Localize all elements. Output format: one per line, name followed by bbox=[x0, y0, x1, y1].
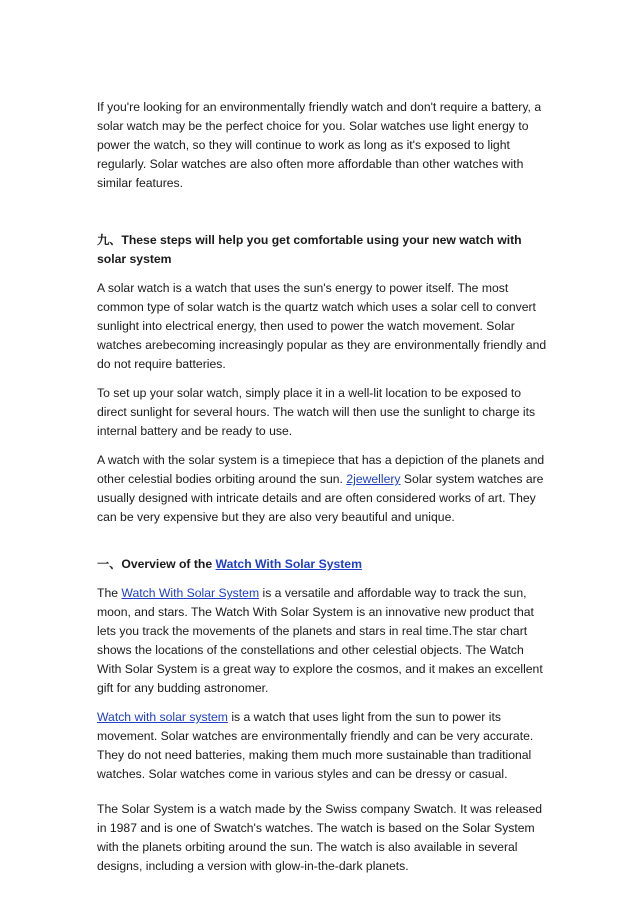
section2-p1-text-after: is a versatile and affordable way to track the sun, moon, and stars. The Watch With Solar System is an innovative new product that lets you track the movements of the planets and stars in real time.The star chart shows the locations of the constellations and other celestial objects. The Watch With Solar System is a great way to explore the cosmos, and it makes an excellent gift for any budding astronomer. bbox=[97, 586, 543, 695]
section1-paragraph-3 bbox=[97, 451, 547, 527]
section2-heading-link[interactable]: Watch With Solar System bbox=[215, 557, 362, 571]
section1-p3-text-before: A watch with the solar system is a timepiece that has a depiction of the planets and other celestial bodies orbiting around the sun. bbox=[97, 453, 545, 486]
intro-paragraph: If you're looking for an environmentally friendly watch and don't require a battery, a solar watch may be the perfect choice for you. Solar watches use light energy to power the watch, so they will continue to work as long as it's exposed to light regularly. Solar watches are also often more affordable than other watches with similar features. bbox=[97, 100, 542, 190]
section2-heading-text: Overview of the bbox=[121, 557, 216, 571]
section2-number: 一、 bbox=[97, 557, 122, 571]
section1-paragraph-1: A solar watch is a watch that uses the sun's energy to power itself. The most common type of solar watch is the quartz watch which uses a solar cell to convert sunlight into electrical energy, then used to power the watch movement. Solar watches arebecoming increasingly popular as they are environmentally friendly and do not require batteries. bbox=[97, 281, 547, 371]
section1-number: 九、 bbox=[97, 233, 122, 247]
section2-p1-text-before: The bbox=[97, 586, 122, 600]
section1-heading-text: These steps will help you get comfortable using your new watch with solar system bbox=[97, 233, 522, 266]
section1-paragraph-2: To set up your solar watch, simply place it in a well-lit location to be exposed to direct sunlight for several hours. The watch will then use the sunlight to charge its internal battery and be ready to use. bbox=[97, 386, 536, 438]
section2-heading bbox=[97, 555, 547, 574]
section2-paragraph-2 bbox=[97, 708, 547, 784]
section1-heading bbox=[97, 231, 547, 269]
section2-paragraph-3: The Solar System is a watch made by the Swiss company Swatch. It was released in 1987 and is one of Swatch's watches. The watch is based on the Solar System with the planets orbiting around the sun. The watch is also available in several designs, including a version with glow-in-the-dark planets. bbox=[97, 802, 543, 873]
document-page bbox=[97, 98, 547, 876]
watch-with-solar-system-link[interactable]: Watch With Solar System bbox=[121, 586, 260, 600]
section1-p3-text-after: Solar system watches are usually designed with intricate details and are often considered works of art. They can be very expensive but they are also very beautiful and unique. bbox=[97, 472, 544, 524]
section2-p2-text-after: is a watch that uses light from the sun to power its movement. Solar watches are environmentally friendly and can be very accurate. They do not need batteries, making them much more sustainable than traditional watches. Solar watches come in various styles and can be dressy or casual. bbox=[97, 710, 534, 781]
watch-with-solar-system-link-2[interactable]: Watch with solar system bbox=[97, 710, 228, 724]
section2-paragraph-1 bbox=[97, 584, 547, 698]
2jewellery-link[interactable]: 2jewellery bbox=[346, 472, 401, 486]
